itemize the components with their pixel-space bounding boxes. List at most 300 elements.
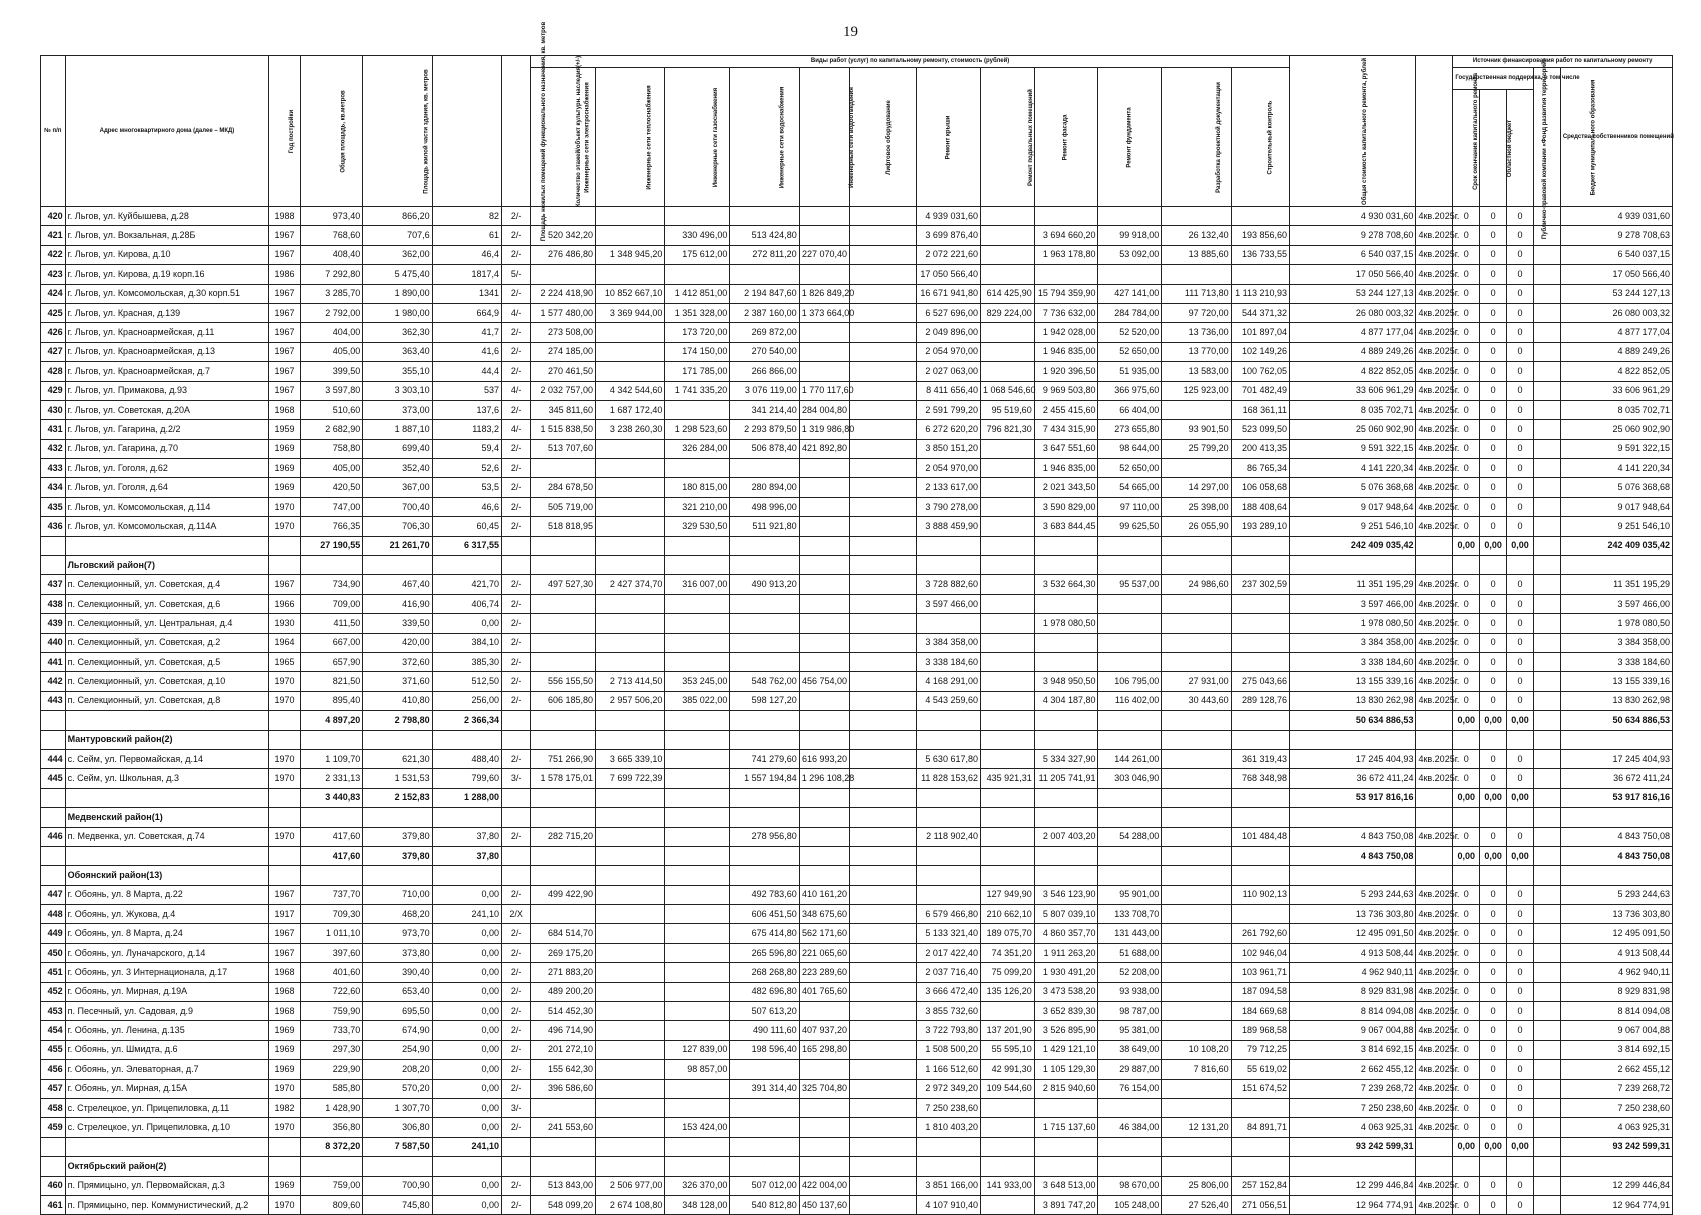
row-nonliving-area: 0,00 <box>432 1021 501 1040</box>
row-work-cost: 153 424,00 <box>665 1118 730 1137</box>
row-work-cost <box>850 245 917 264</box>
row-work-cost: 237 302,59 <box>1231 575 1289 594</box>
row-work-cost <box>980 245 1034 264</box>
district-blank <box>531 1157 596 1176</box>
row-work-cost <box>1162 749 1231 768</box>
row-address: г. Льгов, ул. Гагарина, д.70 <box>65 439 269 458</box>
row-deadline: 4кв.2025г. <box>1416 459 1453 478</box>
row-work-cost: 51 688,00 <box>1098 943 1162 962</box>
subtotal-blank <box>65 536 269 555</box>
row-work-cost <box>596 459 665 478</box>
row-total-area: 759,90 <box>300 1002 363 1021</box>
row-year: 1970 <box>269 1195 300 1214</box>
row-address: с. Сейм, ул. Школьная, д.3 <box>65 769 269 788</box>
table-row <box>41 303 1673 322</box>
row-work-cost: 93 938,00 <box>1098 982 1162 1001</box>
subtotal-blank <box>1231 788 1289 807</box>
row-work-cost <box>799 614 849 633</box>
row-deadline: 4кв.2025г. <box>1416 362 1453 381</box>
row-work-cost <box>850 594 917 613</box>
row-address: г. Льгов, ул. Красноармейская, д.13 <box>65 342 269 361</box>
row-work-cost: 127 949,90 <box>980 885 1034 904</box>
row-municipal: 0 <box>1507 963 1534 982</box>
row-work-cost: 25 806,00 <box>1162 1176 1231 1195</box>
row-living-area: 1 887,10 <box>363 420 432 439</box>
row-empty <box>1533 1118 1560 1137</box>
row-living-area: 1 307,70 <box>363 1098 432 1117</box>
subtotal-row <box>41 846 1673 865</box>
row-nonliving-area: 41,6 <box>432 342 501 361</box>
row-municipal: 0 <box>1507 1195 1534 1214</box>
row-work-cost <box>980 517 1034 536</box>
row-floors: 2/- <box>502 885 531 904</box>
row-living-area: 372,60 <box>363 652 432 671</box>
row-work-cost <box>850 652 917 671</box>
row-regional: 0 <box>1480 1021 1507 1040</box>
row-work-cost <box>850 827 917 846</box>
row-address: г. Обоянь, ул. Мирная, д.15А <box>65 1079 269 1098</box>
row-work-cost <box>850 207 917 226</box>
row-number: 427 <box>41 342 66 361</box>
district-blank <box>1453 730 1480 749</box>
district-blank <box>730 1157 799 1176</box>
row-own-funds: 5 293 244,63 <box>1560 885 1672 904</box>
subtotal-blank <box>665 846 730 865</box>
row-deadline: 4кв.2025г. <box>1416 827 1453 846</box>
row-year: 1966 <box>269 594 300 613</box>
row-empty <box>1533 594 1560 613</box>
row-work-cost: 1 978 080,50 <box>1034 614 1098 633</box>
row-empty <box>1533 323 1560 342</box>
subtotal-blank <box>980 1137 1034 1156</box>
row-year: 1967 <box>269 342 300 361</box>
row-work-cost: 8 411 656,40 <box>917 381 981 400</box>
row-work-cost: 1 946 835,00 <box>1034 459 1098 478</box>
row-year: 1969 <box>269 439 300 458</box>
table-row <box>41 284 1673 303</box>
row-address: г. Обоянь, ул. 3 Интернационала, д.17 <box>65 963 269 982</box>
row-work-cost: 2 972 349,20 <box>917 1079 981 1098</box>
row-address: п. Прямицыно, пер. Коммунистический, д.2 <box>65 1195 269 1214</box>
row-regional: 0 <box>1480 1002 1507 1021</box>
row-total-area: 7 292,80 <box>300 265 363 284</box>
row-regional: 0 <box>1480 672 1507 691</box>
row-floors: 2/- <box>502 245 531 264</box>
col-work-sewer: Инженерные сети водоотведения <box>799 68 849 207</box>
row-year: 1988 <box>269 207 300 226</box>
subtotal-blank <box>1231 846 1289 865</box>
row-work-cost <box>1034 594 1098 613</box>
row-work-cost <box>850 1002 917 1021</box>
row-work-cost <box>1162 207 1231 226</box>
row-nonliving-area: 59,4 <box>432 439 501 458</box>
row-work-cost: 189 968,58 <box>1231 1021 1289 1040</box>
row-fund: 0 <box>1453 478 1480 497</box>
row-work-cost: 421 892,80 <box>799 439 849 458</box>
row-work-cost: 3 851 166,00 <box>917 1176 981 1195</box>
row-year: 1969 <box>269 478 300 497</box>
row-work-cost <box>665 594 730 613</box>
row-address: г. Льгов, ул. Гагарина, д.2/2 <box>65 420 269 439</box>
district-blank <box>917 866 981 885</box>
district-blank <box>269 730 300 749</box>
row-work-cost: 4 939 031,60 <box>917 207 981 226</box>
district-blank <box>1507 1157 1534 1176</box>
row-work-cost: 25 398,00 <box>1162 497 1231 516</box>
row-deadline: 4кв.2025г. <box>1416 226 1453 245</box>
row-deadline: 4кв.2025г. <box>1416 439 1453 458</box>
row-address: г. Льгов, ул. Красная, д.139 <box>65 303 269 322</box>
row-work-cost: 2 506 977,00 <box>596 1176 665 1195</box>
row-work-cost: 6 272 620,20 <box>917 420 981 439</box>
row-work-cost: 401 765,60 <box>799 982 849 1001</box>
row-number: 453 <box>41 1002 66 1021</box>
row-deadline: 4кв.2025г. <box>1416 1060 1453 1079</box>
row-deadline: 4кв.2025г. <box>1416 885 1453 904</box>
subtotal-blank <box>596 1137 665 1156</box>
subtotal-nonliving-area: 241,10 <box>432 1137 501 1156</box>
subtotal-blank <box>502 711 531 730</box>
row-work-cost: 518 818,95 <box>531 517 596 536</box>
district-blank <box>1034 866 1098 885</box>
district-blank <box>300 1157 363 1176</box>
row-work-cost: 74 351,20 <box>980 943 1034 962</box>
row-work-cost: 1 810 403,20 <box>917 1118 981 1137</box>
row-nonliving-area: 137,6 <box>432 400 501 419</box>
row-work-cost <box>596 1118 665 1137</box>
row-work-cost: 265 596,80 <box>730 943 799 962</box>
district-blank <box>432 808 501 827</box>
row-work-cost: 540 812,80 <box>730 1195 799 1214</box>
row-work-cost: 1 715 137,60 <box>1034 1118 1098 1137</box>
row-work-cost: 598 127,20 <box>730 691 799 710</box>
row-empty <box>1533 827 1560 846</box>
row-total-cost: 9 278 708,60 <box>1290 226 1416 245</box>
row-empty <box>1533 614 1560 633</box>
row-year: 1970 <box>269 691 300 710</box>
row-total-cost: 11 351 195,29 <box>1290 575 1416 594</box>
row-municipal: 0 <box>1507 924 1534 943</box>
row-own-funds: 4 962 940,11 <box>1560 963 1672 982</box>
row-work-cost: 168 361,11 <box>1231 400 1289 419</box>
row-fund: 0 <box>1453 614 1480 633</box>
row-work-cost: 348 675,60 <box>799 905 849 924</box>
row-fund: 0 <box>1453 1118 1480 1137</box>
row-deadline: 4кв.2025г. <box>1416 1021 1453 1040</box>
row-own-funds: 12 299 446,84 <box>1560 1176 1672 1195</box>
row-work-cost: 46 384,00 <box>1098 1118 1162 1137</box>
row-work-cost: 4 860 357,70 <box>1034 924 1098 943</box>
row-municipal: 0 <box>1507 1060 1534 1079</box>
subtotal-municipal: 0,00 <box>1507 711 1534 730</box>
row-empty <box>1533 478 1560 497</box>
subtotal-blank <box>269 846 300 865</box>
row-floors: 2/- <box>502 478 531 497</box>
row-work-cost: 675 414,80 <box>730 924 799 943</box>
row-deadline: 4кв.2025г. <box>1416 517 1453 536</box>
district-blank <box>917 556 981 575</box>
row-total-area: 722,60 <box>300 982 363 1001</box>
subtotal-blank <box>980 711 1034 730</box>
row-living-area: 3 303,10 <box>363 381 432 400</box>
row-address: с. Стрелецкое, ул. Прицепиловка, д.10 <box>65 1118 269 1137</box>
row-work-cost: 2 674 108,80 <box>596 1195 665 1214</box>
row-work-cost <box>980 478 1034 497</box>
district-blank <box>596 866 665 885</box>
district-blank <box>850 1157 917 1176</box>
row-deadline: 4кв.2025г. <box>1416 207 1453 226</box>
row-work-cost: 2 037 716,40 <box>917 963 981 982</box>
row-total-area: 510,60 <box>300 400 363 419</box>
row-nonliving-area: 0,00 <box>432 1118 501 1137</box>
row-work-cost: 1 557 194,84 <box>730 769 799 788</box>
row-regional: 0 <box>1480 245 1507 264</box>
row-work-cost <box>665 827 730 846</box>
district-blank <box>502 1157 531 1176</box>
district-blank <box>596 730 665 749</box>
row-deadline: 4кв.2025г. <box>1416 691 1453 710</box>
district-blank <box>1231 556 1289 575</box>
row-work-cost: 42 991,30 <box>980 1060 1034 1079</box>
row-work-cost <box>980 575 1034 594</box>
subtotal-blank <box>502 536 531 555</box>
row-work-cost <box>730 265 799 284</box>
district-blank <box>1480 730 1507 749</box>
row-work-cost <box>799 517 849 536</box>
row-regional: 0 <box>1480 362 1507 381</box>
row-work-cost: 187 094,58 <box>1231 982 1289 1001</box>
row-floors: 2/- <box>502 1040 531 1059</box>
subtotal-nonliving-area: 1 288,00 <box>432 788 501 807</box>
row-number: 447 <box>41 885 66 904</box>
row-total-cost: 9 067 004,88 <box>1290 1021 1416 1040</box>
row-living-area: 379,80 <box>363 827 432 846</box>
row-total-cost: 4 063 925,31 <box>1290 1118 1416 1137</box>
row-work-cost: 155 642,30 <box>531 1060 596 1079</box>
row-work-cost <box>1162 1098 1231 1117</box>
row-year: 1969 <box>269 1040 300 1059</box>
row-empty <box>1533 1040 1560 1059</box>
row-work-cost: 3 891 747,20 <box>1034 1195 1098 1214</box>
row-fund: 0 <box>1453 963 1480 982</box>
row-floors: 2/- <box>502 400 531 419</box>
row-work-cost: 741 279,60 <box>730 749 799 768</box>
row-work-cost <box>799 691 849 710</box>
row-municipal: 0 <box>1507 420 1534 439</box>
row-deadline: 4кв.2025г. <box>1416 1002 1453 1021</box>
row-work-cost <box>980 672 1034 691</box>
row-work-cost: 110 902,13 <box>1231 885 1289 904</box>
row-municipal: 0 <box>1507 905 1534 924</box>
row-work-cost <box>665 982 730 1001</box>
row-number: 428 <box>41 362 66 381</box>
subtotal-blank <box>980 788 1034 807</box>
row-work-cost: 321 210,00 <box>665 497 730 516</box>
row-work-cost: 366 975,60 <box>1098 381 1162 400</box>
row-work-cost <box>850 400 917 419</box>
row-living-area: 254,90 <box>363 1040 432 1059</box>
row-address: г. Льгов, ул. Вокзальная, д.28Б <box>65 226 269 245</box>
row-work-cost <box>665 633 730 652</box>
row-number: 456 <box>41 1060 66 1079</box>
district-blank <box>1162 1157 1231 1176</box>
row-nonliving-area: 41,7 <box>432 323 501 342</box>
subtotal-blank <box>1162 846 1231 865</box>
row-total-cost: 5 076 368,68 <box>1290 478 1416 497</box>
row-number: 445 <box>41 769 66 788</box>
district-blank <box>1098 866 1162 885</box>
col-municipal: Бюджет муниципального образования <box>1533 68 1560 207</box>
subtotal-municipal: 0,00 <box>1507 536 1534 555</box>
row-work-cost: 111 713,80 <box>1162 284 1231 303</box>
row-work-cost <box>850 362 917 381</box>
district-blank <box>980 866 1034 885</box>
row-work-cost: 435 921,31 <box>980 769 1034 788</box>
row-living-area: 621,30 <box>363 749 432 768</box>
row-work-cost: 345 811,60 <box>531 400 596 419</box>
row-address: п. Селекционный, ул. Советская, д.8 <box>65 691 269 710</box>
subtotal-blank <box>65 711 269 730</box>
subtotal-blank <box>269 536 300 555</box>
row-number: 454 <box>41 1021 66 1040</box>
row-work-cost: 3 728 882,60 <box>917 575 981 594</box>
row-own-funds: 25 060 902,90 <box>1560 420 1672 439</box>
row-number: 448 <box>41 905 66 924</box>
row-total-cost: 3 338 184,60 <box>1290 652 1416 671</box>
row-work-cost: 10 108,20 <box>1162 1040 1231 1059</box>
district-blank <box>980 730 1034 749</box>
row-work-cost: 1 930 491,20 <box>1034 963 1098 982</box>
row-work-cost: 513 424,80 <box>730 226 799 245</box>
row-total-area: 1 011,10 <box>300 924 363 943</box>
district-blank <box>531 808 596 827</box>
district-blank <box>41 1157 66 1176</box>
row-address: г. Льгов, ул. Кирова, д.19 корп.16 <box>65 265 269 284</box>
row-fund: 0 <box>1453 265 1480 284</box>
district-blank <box>596 556 665 575</box>
row-nonliving-area: 512,50 <box>432 672 501 691</box>
row-work-cost <box>596 633 665 652</box>
table-row <box>41 1176 1673 1195</box>
row-work-cost: 1 578 175,01 <box>531 769 596 788</box>
row-own-funds: 4 877 177,04 <box>1560 323 1672 342</box>
subtotal-blank <box>1533 788 1560 807</box>
row-work-cost: 341 214,40 <box>730 400 799 419</box>
row-work-cost: 3 850 151,20 <box>917 439 981 458</box>
row-number: 457 <box>41 1079 66 1098</box>
subtotal-total-cost: 4 843 750,08 <box>1290 846 1416 865</box>
row-own-funds: 7 250 238,60 <box>1560 1098 1672 1117</box>
row-work-cost: 173 720,00 <box>665 323 730 342</box>
row-work-cost: 511 921,80 <box>730 517 799 536</box>
row-fund: 0 <box>1453 342 1480 361</box>
row-work-cost: 106 058,68 <box>1231 478 1289 497</box>
row-municipal: 0 <box>1507 439 1534 458</box>
row-deadline: 4кв.2025г. <box>1416 284 1453 303</box>
row-work-cost: 1 429 121,10 <box>1034 1040 1098 1059</box>
row-nonliving-area: 0,00 <box>432 614 501 633</box>
subtotal-blank <box>1098 788 1162 807</box>
row-work-cost: 165 298,80 <box>799 1040 849 1059</box>
row-work-cost <box>1162 827 1231 846</box>
row-regional: 0 <box>1480 691 1507 710</box>
row-work-cost: 24 986,60 <box>1162 575 1231 594</box>
col-own-funds: Средства собственников помещений <box>1560 68 1672 207</box>
row-total-cost: 13 155 339,16 <box>1290 672 1416 691</box>
subtotal-blank <box>1098 711 1162 730</box>
row-municipal: 0 <box>1507 323 1534 342</box>
subtotal-total-area: 4 897,20 <box>300 711 363 730</box>
row-fund: 0 <box>1453 691 1480 710</box>
row-work-cost: 410 161,20 <box>799 885 849 904</box>
row-address: п. Селекционный, ул. Советская, д.6 <box>65 594 269 613</box>
row-work-cost <box>980 749 1034 768</box>
row-living-area: 695,50 <box>363 1002 432 1021</box>
row-work-cost: 562 171,60 <box>799 924 849 943</box>
row-regional: 0 <box>1480 207 1507 226</box>
row-floors: 2/- <box>502 1195 531 1214</box>
row-work-cost: 273 508,00 <box>531 323 596 342</box>
row-empty <box>1533 1021 1560 1040</box>
row-municipal: 0 <box>1507 342 1534 361</box>
row-work-cost <box>799 323 849 342</box>
district-blank <box>1533 808 1560 827</box>
row-nonliving-area: 256,00 <box>432 691 501 710</box>
row-work-cost: 499 422,90 <box>531 885 596 904</box>
row-number: 458 <box>41 1098 66 1117</box>
row-work-cost: 151 674,52 <box>1231 1079 1289 1098</box>
row-number: 439 <box>41 614 66 633</box>
row-work-cost <box>1098 633 1162 652</box>
row-work-cost <box>980 1098 1034 1117</box>
row-work-cost: 98 787,00 <box>1098 1002 1162 1021</box>
row-address: п. Медвенка, ул. Советская, д.74 <box>65 827 269 846</box>
row-work-cost: 556 155,50 <box>531 672 596 691</box>
row-nonliving-area: 241,10 <box>432 905 501 924</box>
table-row <box>41 885 1673 904</box>
row-work-cost: 496 714,90 <box>531 1021 596 1040</box>
row-number: 449 <box>41 924 66 943</box>
row-work-cost: 95 381,00 <box>1098 1021 1162 1040</box>
row-address: г. Обоянь, ул. 8 Марта, д.22 <box>65 885 269 904</box>
subtotal-blank <box>269 788 300 807</box>
row-work-cost: 9 969 503,80 <box>1034 381 1098 400</box>
row-work-cost <box>850 982 917 1001</box>
row-work-cost: 684 514,70 <box>531 924 596 943</box>
row-total-cost: 3 597 466,00 <box>1290 594 1416 613</box>
row-work-cost <box>596 1002 665 1021</box>
row-work-cost: 385 022,00 <box>665 691 730 710</box>
row-work-cost <box>531 652 596 671</box>
row-work-cost: 97 110,00 <box>1098 497 1162 516</box>
row-fund: 0 <box>1453 226 1480 245</box>
row-work-cost: 1 508 500,20 <box>917 1040 981 1059</box>
row-work-cost: 768 348,98 <box>1231 769 1289 788</box>
row-work-cost <box>1098 207 1162 226</box>
row-work-cost: 257 152,84 <box>1231 1176 1289 1195</box>
row-municipal: 0 <box>1507 265 1534 284</box>
district-blank <box>363 866 432 885</box>
row-work-cost <box>730 633 799 652</box>
row-work-cost: 3 597 466,00 <box>917 594 981 613</box>
district-blank <box>917 1157 981 1176</box>
row-total-area: 733,70 <box>300 1021 363 1040</box>
district-blank <box>1034 730 1098 749</box>
row-work-cost <box>799 459 849 478</box>
row-fund: 0 <box>1453 575 1480 594</box>
row-work-cost <box>1162 1021 1231 1040</box>
row-work-cost <box>1034 265 1098 284</box>
